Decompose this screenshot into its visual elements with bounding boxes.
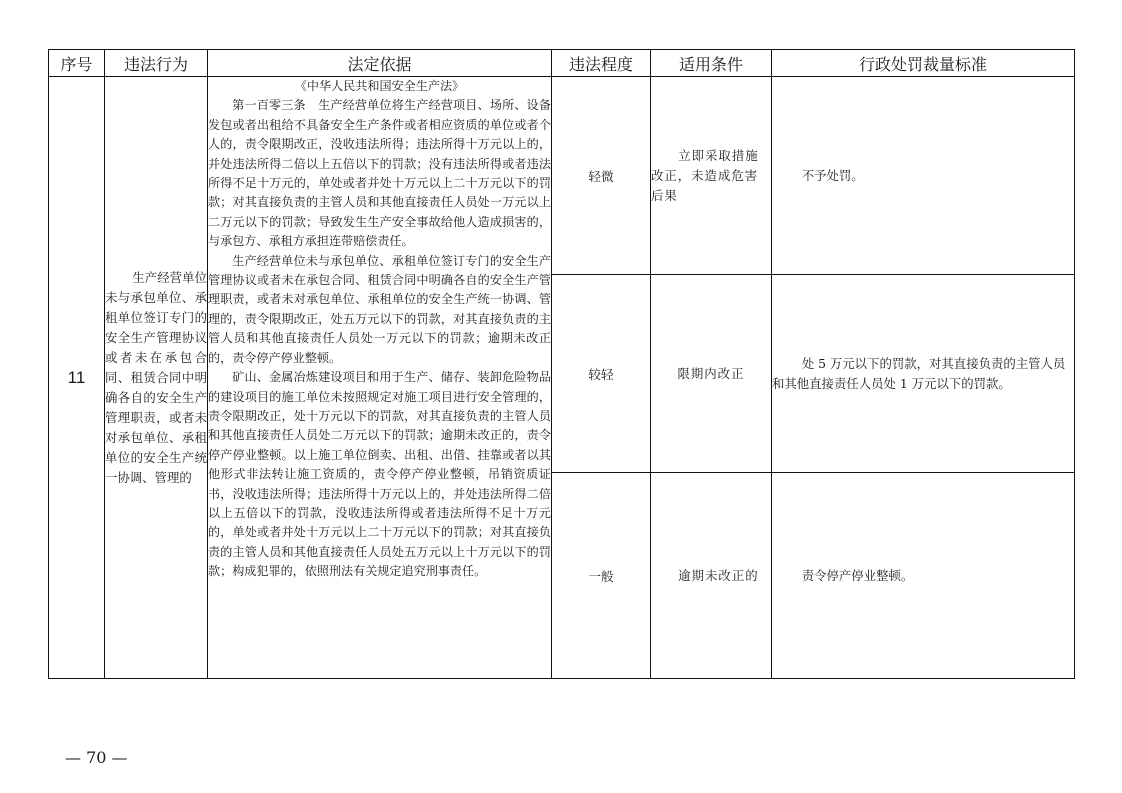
row-seq: 11 — [49, 77, 105, 679]
standard-general — [772, 473, 1075, 679]
standard-lighter — [772, 275, 1075, 473]
header-discretion-standard: 行政处罚裁量标准 — [772, 50, 1075, 77]
degree-minor: 轻微 — [552, 77, 651, 275]
condition-general — [651, 473, 772, 679]
law-title: 《中华人民共和国安全生产法》 — [294, 79, 465, 93]
header-violation-degree: 违法程度 — [552, 50, 651, 77]
condition-text: 立即采取措施改正，未造成危害后果 — [651, 147, 759, 203]
standard-minor — [772, 77, 1075, 275]
header-row — [49, 50, 1075, 77]
degree-lighter: 较轻 — [552, 275, 651, 473]
legal-paragraph: 矿山、金属冶炼建设项目和用于生产、储存、装卸危险物品的建设项目的施工单位未按照规定对施工项目进行安全管理的，责令限期改正，处十万元以下的罚款，对其直接负责的主管人员和其他直接责任人员处二万元以下的罚款；逾期未改正的，责令停产停业整顿。以上施工单位倒卖、出租、出借、挂靠或者以其他形式非法转让施工资质的，责令停产停业整顿，吊销资质证书，没收违法所得；违法所得十万元以上的，并处违法所得二倍以上五倍以下的罚款，没收违法所得或者违法所得不足十万元的，单处或者并处十万元以上二十万元以下的罚款；对其直接负责的主管人员和其他直接责任人员处五万元以上十万元以下的罚款；构成犯罪的，依照刑法有关规定追究刑事责任。 — [208, 370, 551, 579]
header-violation: 违法行为 — [105, 50, 208, 77]
legal-paragraph: 第一百零三条 生产经营单位将生产经营项目、场所、设备发包或者出租给不具备安全生产条件或者相应资质的单位或者个人的，责令限期改正，没收违法所得；违法所得十万元以上的，并处违法所得二倍以上五倍以下的罚款；没有违法所得或者违法所得不足十万元的，单处或者并处十万元以上二十万元以下的罚款；对其直接负责的主管人员和其他直接责任人员处一万元以上二万元以下的罚款；导致发生生产安全事故给他人造成损害的，与承包方、承租方承担连带赔偿责任。 — [208, 98, 551, 249]
header-legal-basis: 法定依据 — [208, 50, 552, 77]
condition-text: 限期内改正 — [677, 365, 745, 381]
header-applicable-condition: 适用条件 — [651, 50, 772, 77]
legal-basis — [208, 77, 552, 679]
legal-paragraph: 生产经营单位未与承包单位、承租单位签订专门的安全生产管理协议或者未在承包合同、租赁合同中明确各自的安全生产管理职责，或者未对承包单位、承租单位的安全生产统一协调、管理的，责令限期改正，处五万元以下的罚款，对其直接负责的主管人员和其他直接责任人员处一万元以下的罚款；逾期未改正的，责令停产停业整顿。 — [208, 253, 551, 365]
violation-text: 生产经营单位未与承包单位、承租单位签订专门的安全生产管理协议或者未在承包合同、租赁合同中明确各自的安全生产管理职责，或者未对承包单位、承租单位的安全生产统一协调、管理的 — [105, 269, 207, 485]
standard-text: 责令停产停业整顿。 — [801, 567, 914, 583]
degree-general: 一般 — [552, 473, 651, 679]
page-number: — 70 — — [65, 748, 128, 767]
standard-text: 不予处罚。 — [801, 167, 864, 183]
header-seq: 序号 — [49, 50, 105, 77]
violation-description — [105, 77, 208, 679]
penalty-standard-table — [48, 49, 1075, 679]
table-row — [49, 77, 1075, 275]
condition-text: 逾期未改正的 — [678, 567, 759, 583]
condition-minor — [651, 77, 772, 275]
condition-lighter — [651, 275, 772, 473]
standard-text: 处 5 万元以下的罚款，对其直接负责的主管人员和其他直接责任人员处 1 万元以下的罚款。 — [772, 355, 1066, 391]
